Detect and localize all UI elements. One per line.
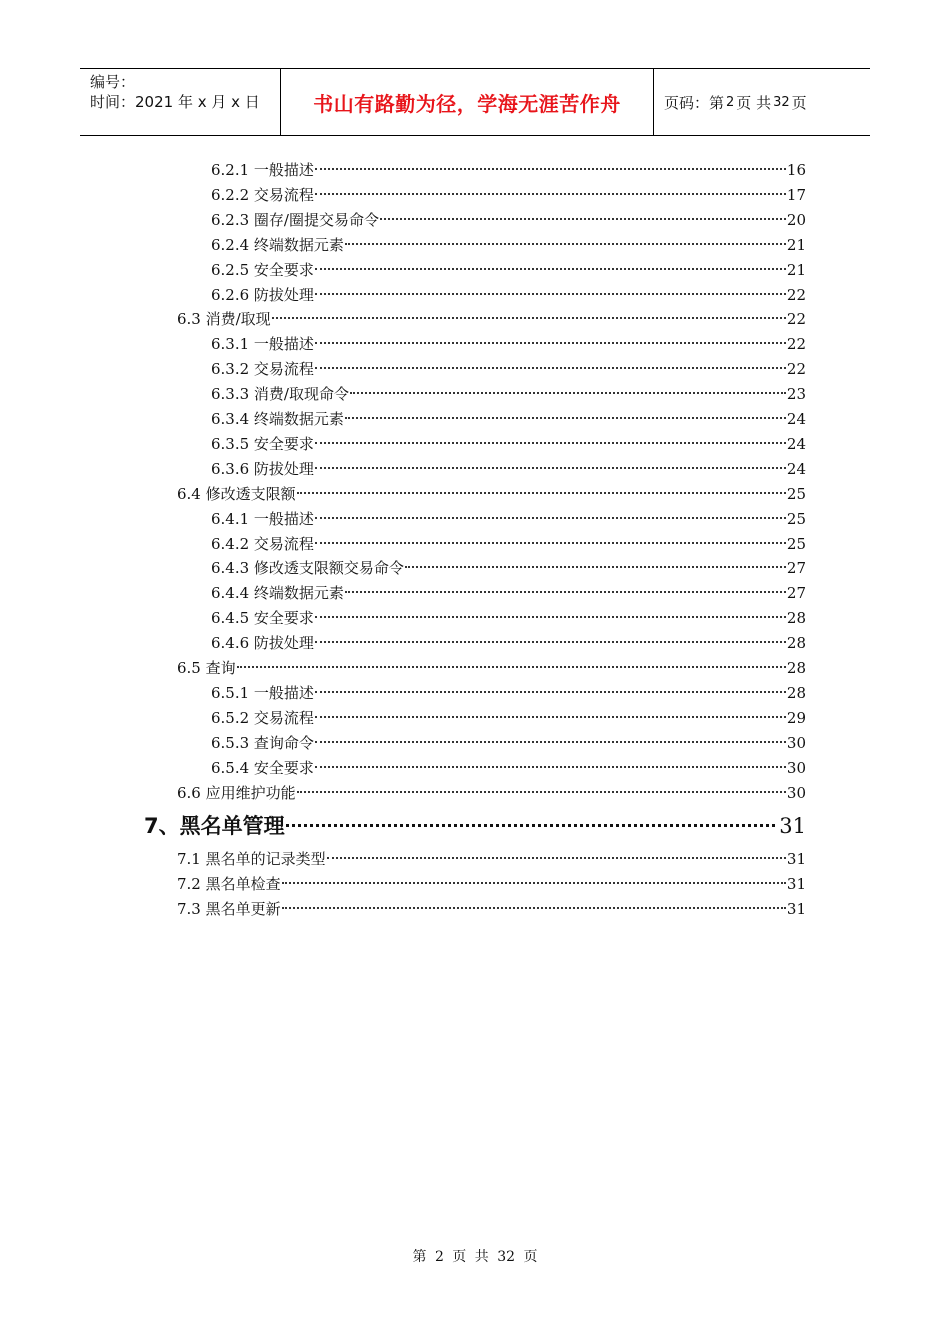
toc-entry-title: 6.5.3 查询命令 [211, 733, 314, 752]
toc-entry[interactable] [211, 581, 806, 606]
toc-entry-page-number: 17 [786, 185, 806, 204]
toc-entry-page-number: 24 [786, 434, 806, 453]
page-suffix: 页 [791, 93, 807, 112]
toc-entry[interactable] [177, 897, 806, 922]
toc-dot-leader [345, 243, 786, 245]
toc-dot-leader [345, 417, 786, 419]
toc-dot-leader [286, 824, 776, 827]
toc-entry-page-number: 31 [786, 850, 806, 869]
toc-dot-leader [315, 293, 786, 295]
document-number-label: 编号： [90, 73, 136, 91]
toc-entry-title: 6.2.5 安全要求 [211, 260, 314, 279]
toc-entry-title: 7.2 黑名单检查 [177, 875, 281, 894]
toc-entry-title: 6.4.6 防拔处理 [211, 634, 314, 653]
toc-entry-title: 6.4 修改透支限额 [177, 484, 296, 503]
toc-entry-title: 6.5.1 一般描述 [211, 683, 314, 702]
toc-entry-page-number: 23 [786, 385, 806, 404]
toc-dot-leader [315, 766, 786, 768]
toc-entry-title: 6.3.5 安全要求 [211, 434, 314, 453]
toc-entry[interactable] [211, 457, 806, 482]
toc-entry-page-number: 25 [786, 484, 806, 503]
toc-entry-page-number: 30 [786, 783, 806, 802]
page-current: 2 [726, 94, 735, 110]
toc-entry[interactable] [177, 781, 806, 806]
toc-entry-title: 6.4.1 一般描述 [211, 509, 314, 528]
toc-entry-page-number: 30 [786, 733, 806, 752]
toc-dot-leader [315, 168, 786, 170]
toc-dot-leader [315, 641, 786, 643]
toc-entry-page-number: 21 [786, 260, 806, 279]
toc-entry-title: 6.4.4 终端数据元素 [211, 584, 344, 603]
toc-entry[interactable] [211, 208, 806, 233]
toc-entry-page-number: 29 [786, 708, 806, 727]
toc-entry-page-number: 22 [786, 360, 806, 379]
toc-entry[interactable] [211, 532, 806, 557]
toc-dot-leader [315, 467, 786, 469]
toc-entry[interactable] [211, 432, 806, 457]
toc-entry[interactable] [211, 407, 806, 432]
toc-entry[interactable] [211, 332, 806, 357]
toc-entry[interactable] [211, 183, 806, 208]
toc-entry-page-number: 24 [786, 410, 806, 428]
toc-entry[interactable] [177, 307, 806, 332]
header-page-info [654, 69, 870, 135]
toc-dot-leader [345, 591, 786, 593]
toc-dot-leader [315, 741, 786, 743]
header-meta [80, 69, 281, 135]
toc-entry-title: 6.5.4 安全要求 [211, 758, 314, 777]
toc-entry[interactable] [211, 731, 806, 756]
toc-entry-page-number: 27 [786, 584, 806, 603]
toc-dot-leader [237, 666, 786, 668]
toc-entry[interactable] [211, 706, 806, 731]
toc-entry[interactable] [211, 233, 806, 258]
toc-entry-title: 6.3 消费/取现 [177, 310, 271, 329]
toc-entry-page-number: 28 [786, 609, 806, 628]
toc-entry-page-number: 28 [786, 634, 806, 653]
document-time-label: 时间：2021 年 x 月 x 日 [90, 93, 260, 111]
toc-entry-title: 6.3.4 终端数据元素 [211, 410, 344, 428]
toc-dot-leader [272, 317, 786, 319]
toc-entry-page-number: 30 [786, 758, 806, 777]
toc-entry-page-number: 27 [786, 559, 806, 578]
toc-dot-leader [297, 791, 786, 793]
toc-entry[interactable] [211, 556, 806, 581]
toc-dot-leader [282, 907, 786, 909]
toc-entry-title: 6.2.6 防拔处理 [211, 285, 314, 304]
toc-entry[interactable] [211, 606, 806, 631]
toc-entry-title: 6.3.3 消费/取现命令 [211, 385, 349, 404]
toc-dot-leader [282, 882, 786, 884]
toc-entry-page-number: 28 [786, 659, 806, 677]
toc-dot-leader [350, 392, 786, 394]
toc-entry-title: 6.2.1 一般描述 [211, 161, 314, 179]
toc-entry[interactable] [211, 258, 806, 283]
toc-dot-leader [315, 367, 786, 369]
toc-entry-page-number: 24 [786, 459, 806, 478]
toc-entry[interactable] [211, 382, 806, 407]
toc-entry-page-number: 25 [786, 509, 806, 528]
toc-dot-leader [315, 517, 786, 519]
toc-entry-title: 7.3 黑名单更新 [177, 900, 281, 919]
toc-entry[interactable] [211, 283, 806, 308]
toc-entry-page-number: 21 [786, 235, 806, 254]
toc-entry-title: 6.5 查询 [177, 659, 236, 677]
toc-dot-leader [327, 857, 786, 859]
toc-entry-title: 6.4.2 交易流程 [211, 534, 314, 553]
page-prefix: 页码：第 [664, 93, 725, 112]
toc-entry-title: 6.4.3 修改透支限额交易命令 [211, 559, 404, 578]
toc-entry[interactable] [211, 756, 806, 781]
toc-entry-page-number: 28 [786, 683, 806, 702]
toc-dot-leader [315, 442, 786, 444]
toc-entry-page-number: 22 [786, 335, 806, 354]
toc-dot-leader [315, 542, 786, 544]
toc-entry[interactable] [211, 357, 806, 382]
page-footer: 第 2 页 共 32 页 [412, 1249, 538, 1265]
toc-entry-title: 6.5.2 交易流程 [211, 708, 314, 727]
toc-entry[interactable] [211, 631, 806, 656]
toc-dot-leader [315, 716, 786, 718]
toc-entry-page-number: 31 [786, 875, 806, 894]
toc-dot-leader [315, 193, 786, 195]
toc-entry-page-number: 31 [786, 900, 806, 919]
toc-entry[interactable] [177, 482, 806, 507]
toc-entry-title: 6.2.3 圈存/圈提交易命令 [211, 210, 379, 229]
toc-dot-leader [315, 342, 786, 344]
toc-entry-page-number: 16 [786, 161, 806, 179]
toc-entry-page-number: 20 [786, 210, 806, 229]
toc-dot-leader [405, 566, 786, 568]
toc-entry[interactable] [211, 507, 806, 532]
toc-dot-leader [297, 492, 786, 494]
toc-entry-title: 6.6 应用维护功能 [177, 783, 296, 802]
toc-entry-page-number: 31 [779, 814, 806, 839]
page-total: 32 [773, 94, 790, 110]
toc-entry[interactable] [177, 847, 806, 872]
toc-entry-title: 6.3.6 防拔处理 [211, 459, 314, 478]
toc-entry-title: 7.1 黑名单的记录类型 [177, 850, 326, 869]
toc-entry-title: 6.2.4 终端数据元素 [211, 235, 344, 254]
toc-entry-title: 6.2.2 交易流程 [211, 185, 314, 204]
page-mid: 页 共 [736, 93, 772, 112]
toc-entry-title: 7、黑名单管理 [144, 814, 285, 839]
toc-dot-leader [315, 616, 786, 618]
toc-entry-title: 6.3.2 交易流程 [211, 360, 314, 379]
toc-entry[interactable] [177, 656, 806, 681]
header-motto: 书山有路勤为径，学海无涯苦作舟 [281, 69, 654, 135]
toc-entry-title: 6.3.1 一般描述 [211, 335, 314, 354]
toc-dot-leader [380, 218, 786, 220]
toc-dot-leader [315, 268, 786, 270]
toc-entry[interactable] [211, 158, 806, 183]
toc-entry[interactable] [144, 808, 806, 844]
toc-entry[interactable] [177, 872, 806, 897]
toc-entry-page-number: 22 [786, 285, 806, 304]
page-header [80, 68, 870, 136]
toc-dot-leader [315, 691, 786, 693]
toc-entry-page-number: 25 [786, 534, 806, 553]
toc-entry[interactable] [211, 681, 806, 706]
toc-entry-page-number: 22 [786, 310, 806, 329]
toc-entry-title: 6.4.5 安全要求 [211, 609, 314, 628]
